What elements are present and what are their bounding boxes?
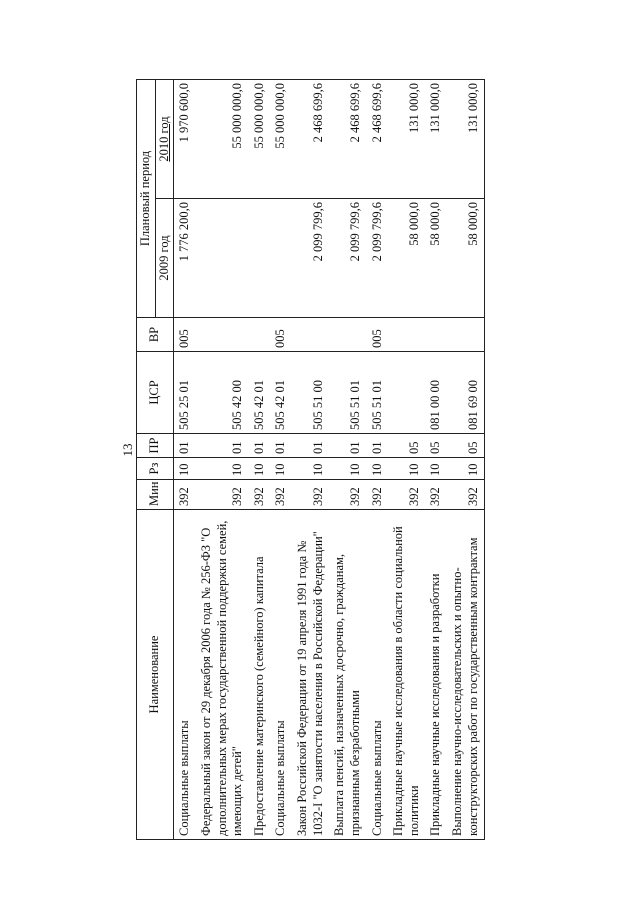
table-row bbox=[425, 79, 447, 839]
row-csr: 505 42 01 bbox=[249, 352, 271, 434]
row-rz: 10 bbox=[388, 458, 425, 480]
row-value-2010: 55 000 000,0 bbox=[249, 79, 271, 198]
header-planned-period: Плановый период bbox=[137, 79, 156, 317]
row-csr: 081 69 00 bbox=[447, 352, 485, 434]
row-value-2009 bbox=[270, 199, 292, 318]
row-value-2009 bbox=[249, 199, 271, 318]
row-value-2010: 2 468 699,6 bbox=[367, 79, 389, 198]
row-value-2009: 58 000,0 bbox=[447, 199, 485, 318]
header-csr: ЦСР bbox=[137, 352, 174, 434]
table-row bbox=[196, 79, 249, 839]
budget-table bbox=[136, 79, 485, 840]
table-row bbox=[388, 79, 425, 839]
row-value-2010: 131 000,0 bbox=[425, 79, 447, 198]
row-min: 392 bbox=[174, 480, 196, 510]
row-value-2009: 58 000,0 bbox=[388, 199, 425, 318]
row-pr: 01 bbox=[174, 434, 196, 458]
row-value-2009 bbox=[196, 199, 249, 318]
row-vr bbox=[292, 318, 329, 352]
row-pr: 01 bbox=[249, 434, 271, 458]
row-vr: 005 bbox=[270, 318, 292, 352]
row-pr: 05 bbox=[388, 434, 425, 458]
row-csr: 505 51 01 bbox=[367, 352, 389, 434]
table-row bbox=[367, 79, 389, 839]
row-csr: 505 42 01 bbox=[270, 352, 292, 434]
row-value-2010: 55 000 000,0 bbox=[270, 79, 292, 198]
header-name: Наименование bbox=[137, 510, 174, 840]
row-name: Предоставление материнского (семейного) капитала bbox=[249, 510, 271, 840]
row-value-2010: 1 970 600,0 bbox=[174, 79, 196, 198]
row-min: 392 bbox=[367, 480, 389, 510]
row-csr: 505 51 00 bbox=[292, 352, 329, 434]
row-csr: 081 00 00 bbox=[425, 352, 447, 434]
row-min: 392 bbox=[249, 480, 271, 510]
row-vr: 005 bbox=[367, 318, 389, 352]
row-rz: 10 bbox=[196, 458, 249, 480]
row-value-2009: 2 099 799,6 bbox=[367, 199, 389, 318]
row-value-2009: 1 776 200,0 bbox=[174, 199, 196, 318]
row-rz: 10 bbox=[447, 458, 485, 480]
row-vr bbox=[329, 318, 366, 352]
row-pr: 01 bbox=[292, 434, 329, 458]
row-min: 392 bbox=[292, 480, 329, 510]
header-min: Мин bbox=[137, 480, 174, 510]
row-name: Социальные выплаты bbox=[174, 510, 196, 840]
row-rz: 10 bbox=[329, 458, 366, 480]
row-min: 392 bbox=[425, 480, 447, 510]
table-row bbox=[329, 79, 366, 839]
rotated-document-page bbox=[100, 50, 540, 850]
table-row bbox=[270, 79, 292, 839]
row-name: Федеральный закон от 29 декабря 2006 года № 256-ФЗ "О дополнительных мерах государственной поддержки семей, имеющих детей" bbox=[196, 510, 249, 840]
row-value-2010: 131 000,0 bbox=[388, 79, 425, 198]
header-vr: ВР bbox=[137, 318, 174, 352]
row-pr: 01 bbox=[196, 434, 249, 458]
row-csr: 505 42 00 bbox=[196, 352, 249, 434]
row-value-2009: 2 099 799,6 bbox=[329, 199, 366, 318]
row-value-2010: 55 000 000,0 bbox=[196, 79, 249, 198]
row-value-2010: 131 000,0 bbox=[447, 79, 485, 198]
row-pr: 01 bbox=[329, 434, 366, 458]
row-name: Выполнение научно-исследовательских и опытно-конструкторских работ по государственным контрактам bbox=[447, 510, 485, 840]
header-year-2010: 2010 год bbox=[155, 79, 174, 198]
header-year-2009: 2009 год bbox=[155, 199, 174, 318]
row-vr bbox=[447, 318, 485, 352]
row-rz: 10 bbox=[174, 458, 196, 480]
row-vr bbox=[425, 318, 447, 352]
header-pr: ПР bbox=[137, 434, 174, 458]
table-row bbox=[447, 79, 485, 839]
row-rz: 10 bbox=[270, 458, 292, 480]
row-csr: 505 25 01 bbox=[174, 352, 196, 434]
row-csr: 505 51 01 bbox=[329, 352, 366, 434]
row-min: 392 bbox=[447, 480, 485, 510]
table-row bbox=[174, 79, 196, 839]
row-rz: 10 bbox=[249, 458, 271, 480]
row-pr: 05 bbox=[447, 434, 485, 458]
row-rz: 10 bbox=[367, 458, 389, 480]
row-min: 392 bbox=[270, 480, 292, 510]
row-csr bbox=[388, 352, 425, 434]
row-name: Прикладные научные исследования в области социальной политики bbox=[388, 510, 425, 840]
page-number: 13 bbox=[120, 443, 135, 457]
row-min: 392 bbox=[388, 480, 425, 510]
row-vr: 005 bbox=[174, 318, 196, 352]
row-pr: 01 bbox=[270, 434, 292, 458]
row-min: 392 bbox=[196, 480, 249, 510]
table-row bbox=[249, 79, 271, 839]
row-vr bbox=[249, 318, 271, 352]
row-vr bbox=[196, 318, 249, 352]
header-rz: Рз bbox=[137, 458, 174, 480]
table-body bbox=[174, 79, 485, 839]
row-name: Выплата пенсий, назначенных досрочно, гражданам, признанным безработными bbox=[329, 510, 366, 840]
row-rz: 10 bbox=[292, 458, 329, 480]
row-name: Социальные выплаты bbox=[367, 510, 389, 840]
row-min: 392 bbox=[329, 480, 366, 510]
table-row bbox=[292, 79, 329, 839]
row-name: Закон Российской Федерации от 19 апреля 1991 года № 1032-I "О занятости населения в Российской Федерации" bbox=[292, 510, 329, 840]
row-name: Прикладные научные исследования и разработки bbox=[425, 510, 447, 840]
row-value-2009: 2 099 799,6 bbox=[292, 199, 329, 318]
row-name: Социальные выплаты bbox=[270, 510, 292, 840]
row-value-2010: 2 468 699,6 bbox=[292, 79, 329, 198]
row-vr bbox=[388, 318, 425, 352]
row-rz: 10 bbox=[425, 458, 447, 480]
row-value-2010: 2 468 699,6 bbox=[329, 79, 366, 198]
row-pr: 05 bbox=[425, 434, 447, 458]
row-value-2009: 58 000,0 bbox=[425, 199, 447, 318]
row-pr: 01 bbox=[367, 434, 389, 458]
